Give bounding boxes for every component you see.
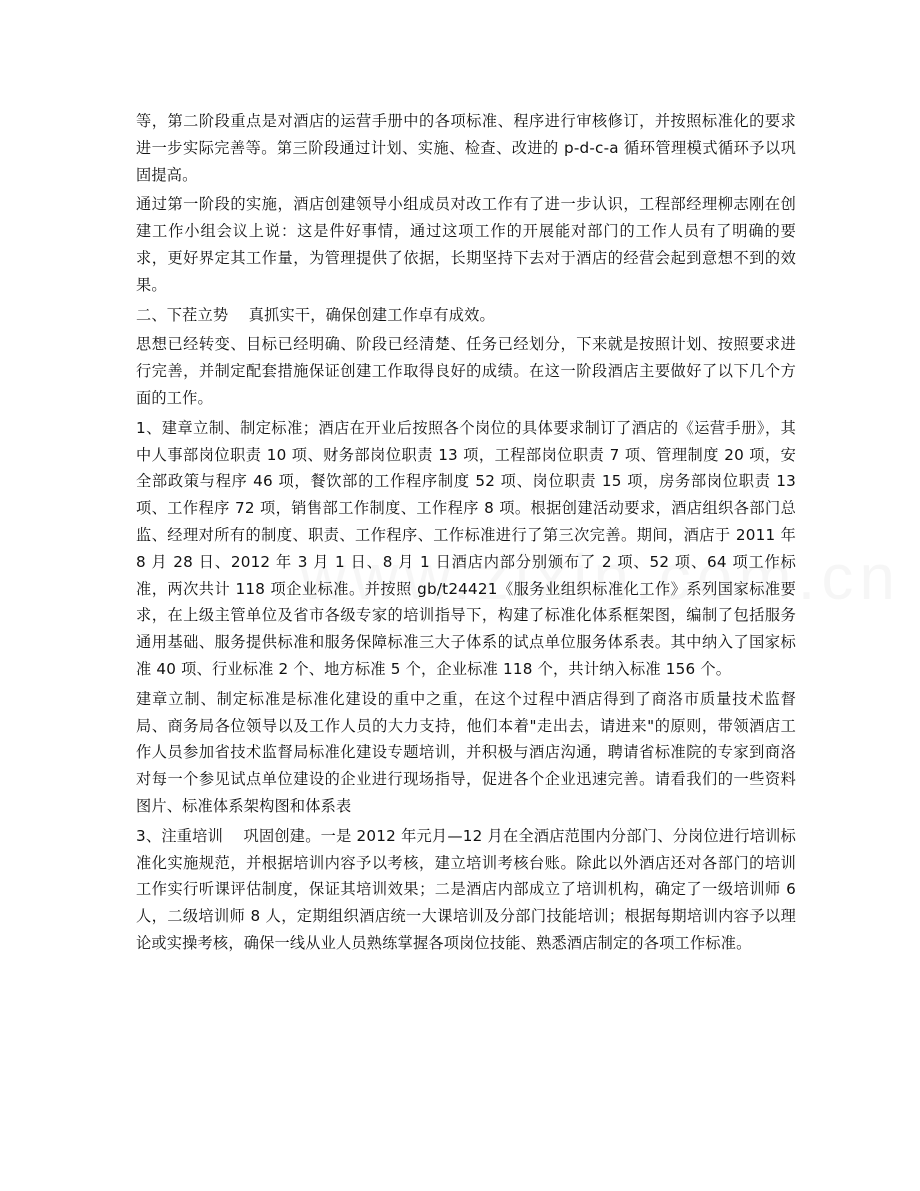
paragraph-1: 等，第二阶段重点是对酒店的运营手册中的各项标准、程序进行审核修订，并按照标准化的要求进一步实际完善等。第三阶段通过计划、实施、检查、改进的 p-d-c-a 循环管理模式循环予以巩固提高。	[136, 112, 796, 184]
paragraph-5: 建章立制、制定标准是标准化建设的重中之重，在这个过程中酒店得到了商洛市质量技术监督局、商务局各位领导以及工作人员的大力支持，他们本着"走出去，请进来"的原则，带领酒店工作人员参加省技术监督局标准化建设专题培训，并积极与酒店沟通，聘请省标准院的专家到商洛对每一个参见试点单位建设的企业进行现场指导，促进各个企业迅速完善。请看我们的一些资料图片、标准体系架构图和体系表	[136, 689, 796, 815]
paragraph-4: 1、建章立制、制定标准；酒店在开业后按照各个岗位的具体要求制订了酒店的《运营手册》，其中人事部岗位职责 10 项、财务部岗位职责 13 项，工程部岗位职责 7 项、管理制度 20 项，安全部政策与程序 46 项，餐饮部的工作程序制度 52 项、岗位职责 15 项，房务部岗位职责 13 项、工作程序 72 项，销售部工作制度、工作程序 8 项。根据创建活动要求，酒店组织各部门总监、经理对所有的制度、职责、工作程序、工作标准进行了第三次完善。期间，酒店于 2011 年 8 月 28 日、2012 年 3 月 1 日、8 月 1 日酒店内部分别颁布了 2 项、52 项、64 项工作标准，两次共计 118 项企业标准。并按照 gb/t24421《服务业组织标准化工作》系列国家标准要求，在上级主管单位及省市各级专家的培训指导下，构建了标准化体系框架图，编制了包括服务通用基础、服务提供标准和服务保障标准三大子体系的试点单位服务体系表。其中纳入了国家标准 40 项、行业标准 2 个、地方标准 5 个，企业标准 118 个，共计纳入标准 156 个。	[136, 418, 796, 678]
section-heading-2: 二、下茬立势 真抓实干，确保创建工作卓有成效。	[136, 305, 495, 324]
paragraph-6: 3、注重培训 巩固创建。一是 2012 年元月—12 月在全酒店范围内分部门、分岗位进行培训标准化实施规范，并根据培训内容予以考核，建立培训考核台账。除此以外酒店还对各部门的培训工作实行听课评估制度，保证其培训效果；二是酒店内部成立了培训机构，确定了一级培训师 6 人，二级培训师 8 人，定期组织酒店统一大课培训及分部门技能培训；根据每期培训内容予以理论或实操考核，确保一线从业人员熟练掌握各项岗位技能、熟悉酒店制定的各项工作标准。	[136, 826, 796, 952]
document-body	[136, 108, 796, 957]
paragraph-2: 通过第一阶段的实施，酒店创建领导小组成员对改工作有了进一步认识，工程部经理柳志刚在创建工作小组会议上说：这是件好事情，通过这项工作的开展能对部门的工作人员有了明确的要求，更好界定其工作量，为管理提供了依据，长期坚持下去对于酒店的经营会起到意想不到的效果。	[136, 195, 796, 294]
paragraph-3: 思想已经转变、目标已经明确、阶段已经清楚、任务已经划分，下来就是按照计划、按照要求进行完善，并制定配套措施保证创建工作取得良好的成绩。在这一阶段酒店主要做好了以下几个方面的工作。	[136, 335, 796, 407]
